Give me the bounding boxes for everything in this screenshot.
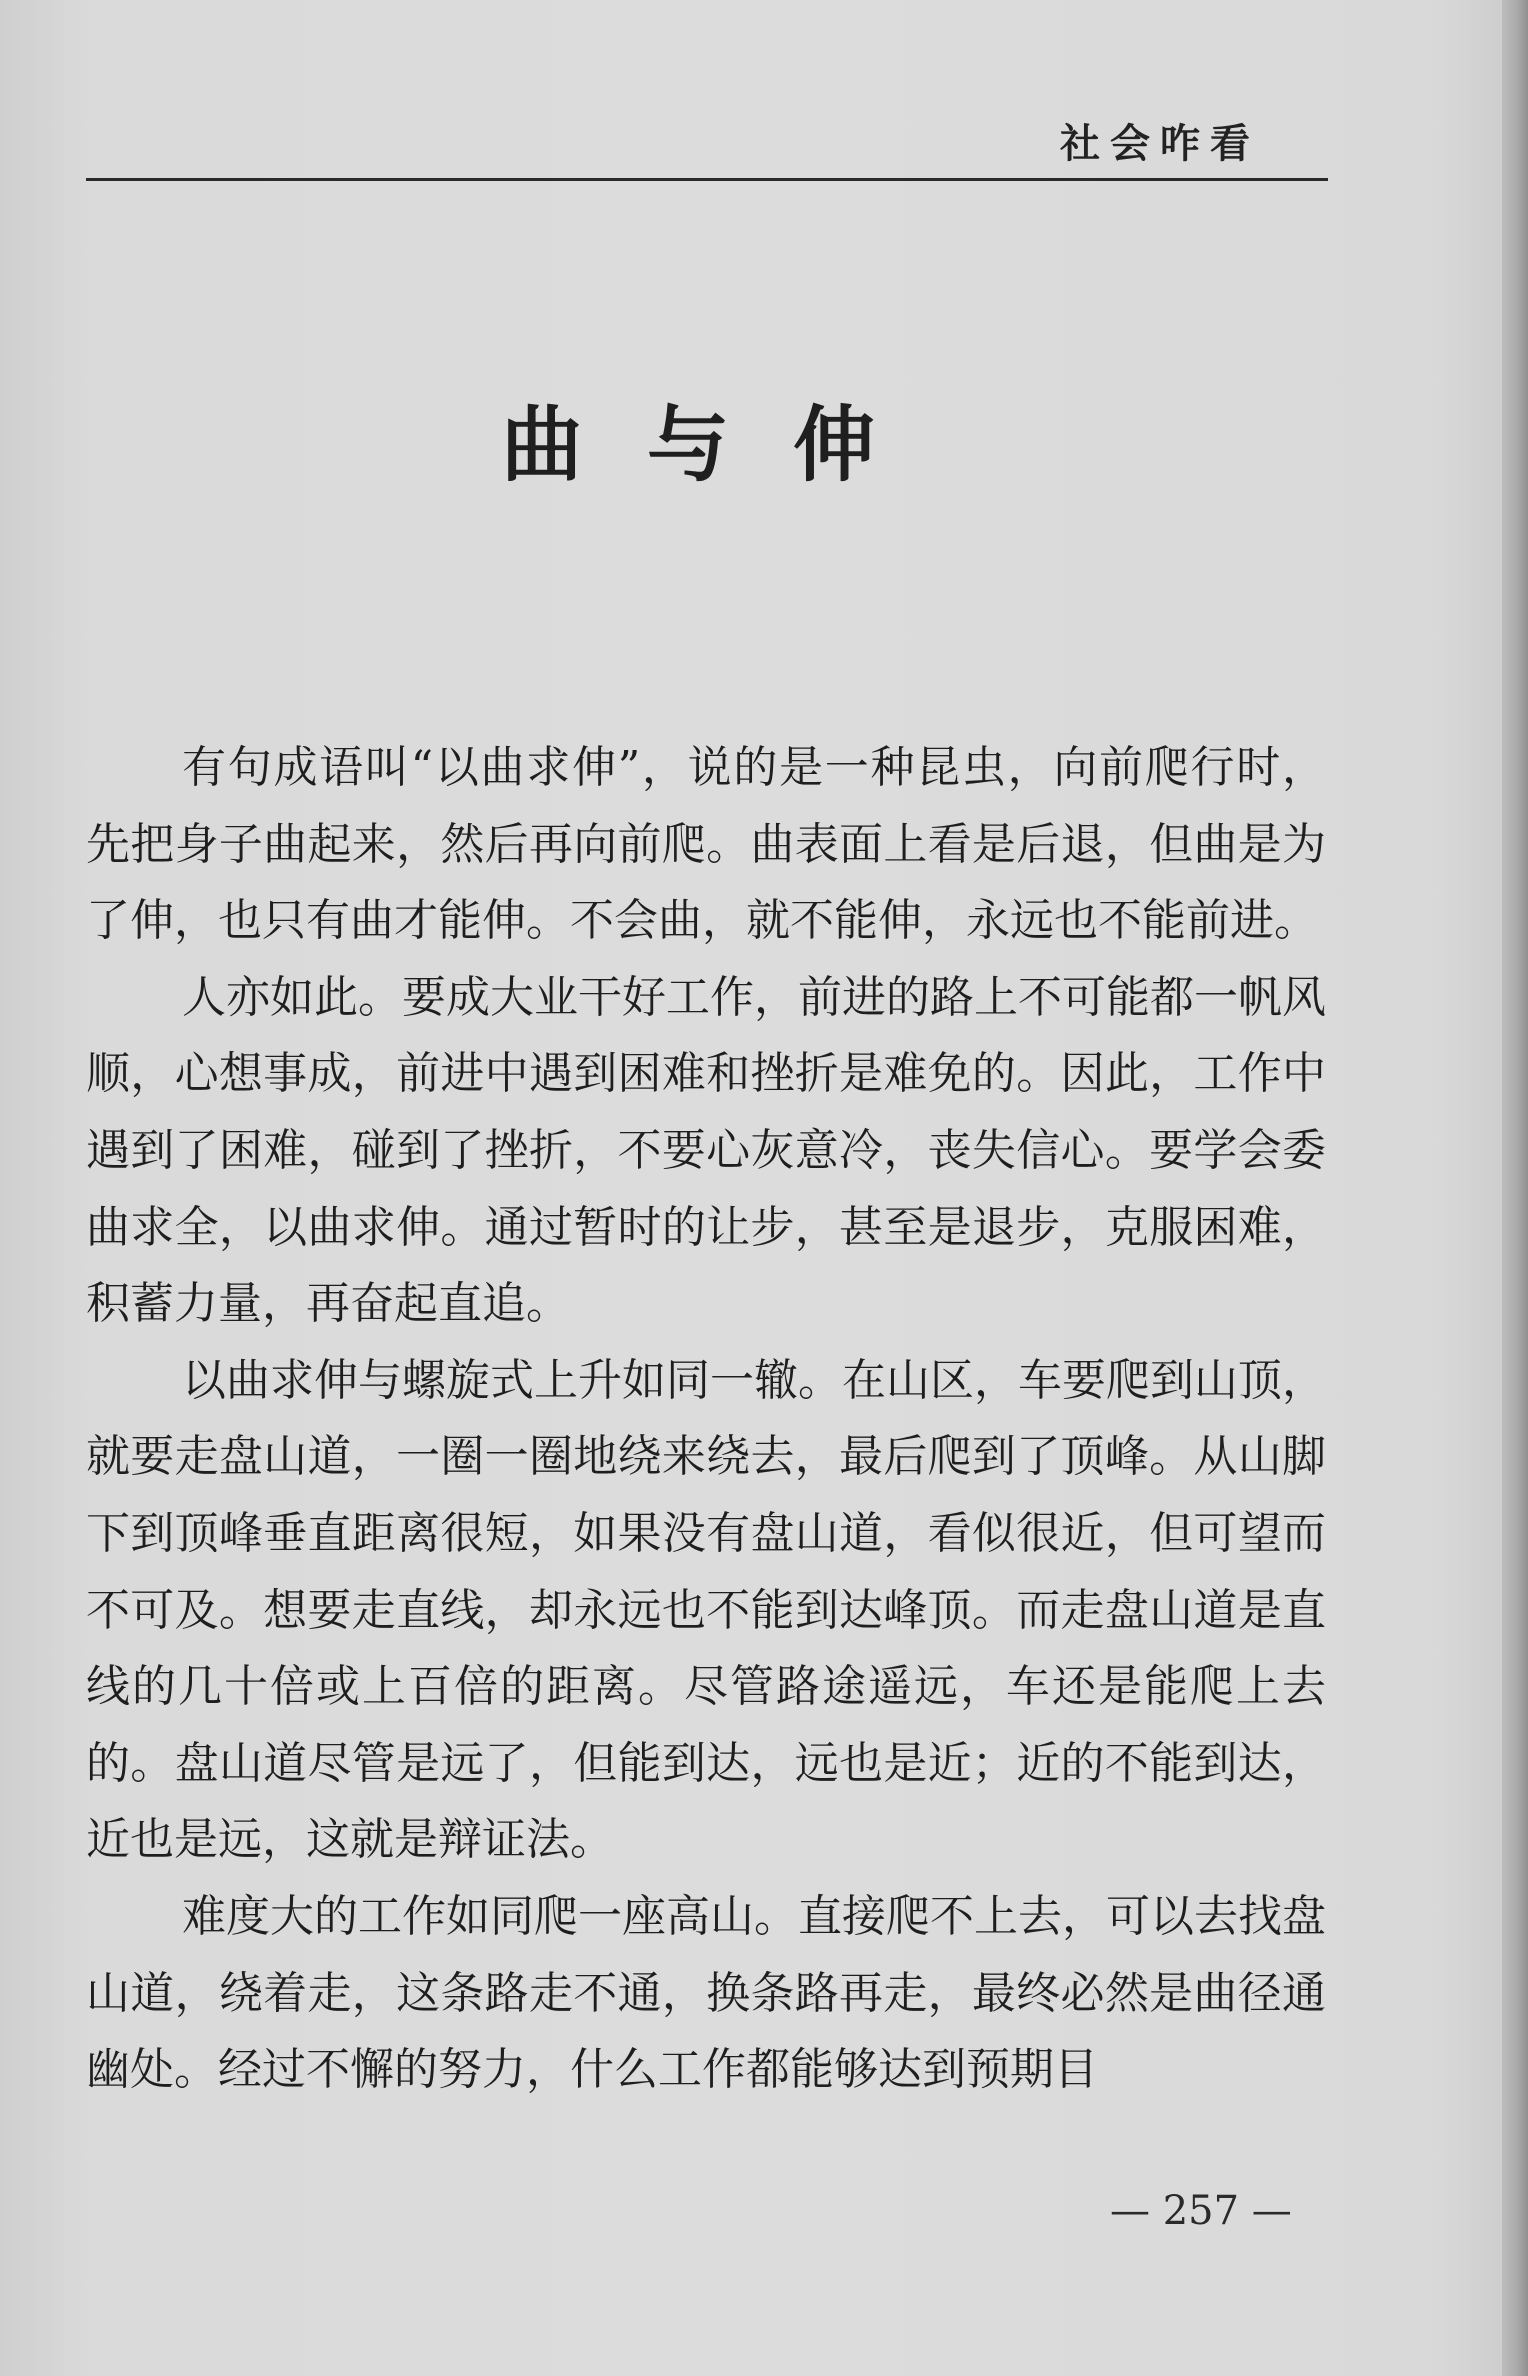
page-binding-edge bbox=[1502, 0, 1528, 2376]
paragraph-2: 人亦如此。要成大业干好工作，前进的路上不可能都一帆风顺，心想事成，前进中遇到困难和挫折是难免的。因此，工作中遇到了困难，碰到了挫折，不要心灰意冷，丧失信心。要学会委曲求全，以曲求伸。通过暂时的让步，甚至是退步，克服困难，积蓄力量，再奋起直追。 bbox=[86, 971, 1326, 1330]
paragraph-1: 有句成语叫“以曲求伸”，说的是一种昆虫，向前爬行时，先把身子曲起来，然后再向前爬。曲表面上看是后退，但曲是为了伸，也只有曲才能伸。不会曲，就不能伸，永远也不能前进。 bbox=[86, 742, 1326, 947]
article-title: 曲与伸 bbox=[500, 398, 939, 493]
page-number: — 257 — bbox=[1110, 2188, 1292, 2234]
paragraph-4: 难度大的工作如同爬一座高山。直接爬不上去，可以去找盘山道，绕着走，这条路走不通，换条路再走，最终必然是曲径通幽处。经过不懈的努力，什么工作都能够达到预期目 bbox=[86, 1890, 1326, 2096]
article-body bbox=[86, 730, 1326, 2109]
running-head: 社会咋看 bbox=[1060, 121, 1260, 167]
paragraph-3: 以曲求伸与螺旋式上升如同一辙。在山区，车要爬到山顶，就要走盘山道，一圈一圈地绕来绕去，最后爬到了顶峰。从山脚下到顶峰垂直距离很短，如果没有盘山道，看似很近，但可望而不可及。想要走直线，却永远也不能到达峰顶。而走盘山道是直线的几十倍或上百倍的距离。尽管路途遥远，车还是能爬上去的。盘山道尽管是远了，但能到达，远也是近；近的不能到达，近也是远，这就是辩证法。 bbox=[86, 1354, 1326, 1866]
header-rule bbox=[86, 178, 1328, 181]
